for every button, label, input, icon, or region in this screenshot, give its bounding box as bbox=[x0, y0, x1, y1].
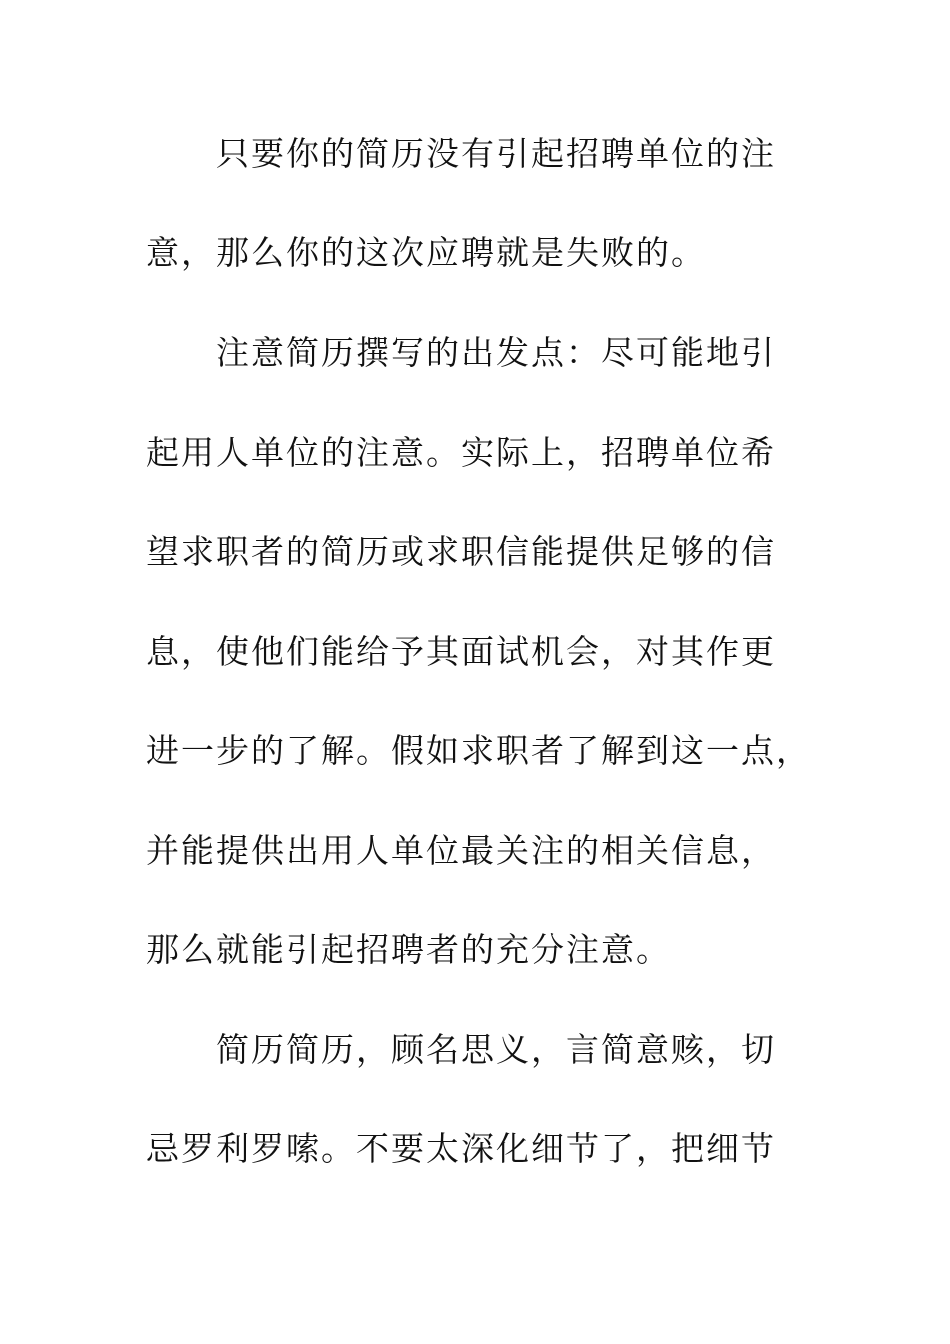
paragraph-line: 注意简历撰写的出发点：尽可能地引 bbox=[216, 333, 776, 372]
paragraph-line: 进一步的了解。假如求职者了解到这一点， bbox=[146, 731, 811, 770]
paragraph-line: 那么就能引起招聘者的充分注意。 bbox=[146, 930, 671, 969]
paragraph-line: 忌罗利罗嗦。不要太深化细节了，把细节 bbox=[146, 1129, 776, 1168]
paragraph-line: 意，那么你的这次应聘就是失败的。 bbox=[146, 233, 706, 272]
paragraph-line: 起用人单位的注意。实际上，招聘单位希 bbox=[146, 433, 776, 472]
paragraph-line: 息，使他们能给予其面试机会，对其作更 bbox=[146, 632, 776, 671]
paragraph-line: 并能提供出用人单位最关注的相关信息， bbox=[146, 831, 776, 870]
paragraph-line: 望求职者的简历或求职信能提供足够的信 bbox=[146, 532, 776, 571]
paragraph-line: 简历简历，顾名思义，言简意赅，切 bbox=[216, 1030, 776, 1069]
paragraph-line: 只要你的简历没有引起招聘单位的注 bbox=[216, 134, 776, 173]
